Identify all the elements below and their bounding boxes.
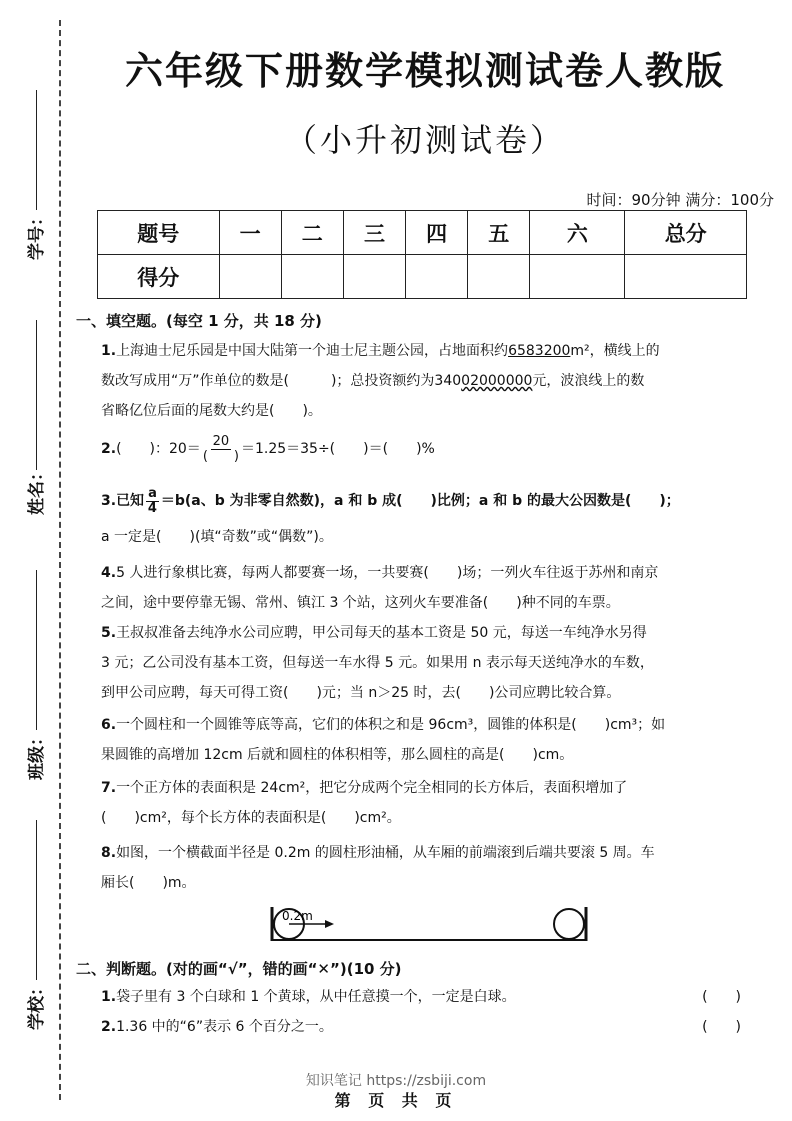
question-number: 6.: [101, 717, 117, 733]
question-8: [101, 838, 741, 898]
score-cell[interactable]: [343, 255, 405, 299]
barrel-end-circle: [554, 909, 584, 939]
question-number: 7.: [101, 780, 117, 796]
section2-title: 二、判断题。(对的画“√”，错的画“✕”)(10 分): [76, 960, 402, 978]
oil-barrel-figure: [268, 905, 590, 943]
score-header-cell: 四: [406, 211, 468, 255]
fraction-numerator: a: [148, 485, 157, 501]
student-name-label: 姓名：: [27, 464, 47, 515]
school-blank[interactable]: [36, 820, 37, 980]
question-text: 数改写成用“万”作单位的数是( )；总投资额约为340: [101, 373, 462, 389]
question-text: 3 元；乙公司没有基本工资，但每送一车水得 5 元。如果用 n 表示每天送纯净水的车数，: [101, 655, 654, 671]
class-blank[interactable]: [36, 570, 37, 730]
question-text: ( )：20＝: [116, 441, 201, 457]
question-text: 上海迪士尼乐园是中国大陆第一个迪士尼主题公园，占地面积约: [116, 343, 509, 359]
question-text: 1.36 中的“6”表示 6 个百分之一。: [116, 1019, 333, 1035]
score-cell[interactable]: [625, 255, 747, 299]
school-field: [8, 820, 48, 1035]
fraction: [146, 487, 159, 516]
judge-item-2: [101, 1013, 741, 1041]
question-5: [101, 618, 741, 708]
section1-title: 一、填空题。(每空 1 分，共 18 分): [76, 312, 322, 330]
question-text: a 一定是( )(填“奇数”或“偶数”)。: [101, 529, 333, 545]
question-text: 果圆锥的高增加 12cm 后就和圆柱的体积相等，那么圆柱的高是( )cm。: [101, 747, 574, 763]
fraction-denominator: 4: [147, 500, 157, 516]
question-7: [101, 773, 741, 833]
score-table: [97, 210, 747, 299]
student-name-blank[interactable]: [36, 320, 37, 470]
class-label: 班级：: [27, 729, 47, 780]
student-id-blank[interactable]: [36, 90, 37, 210]
question-number: 4.: [101, 565, 117, 581]
score-header-cell: 六: [530, 211, 625, 255]
question-text: ( )cm²，每个长方体的表面积是( )cm²。: [101, 810, 401, 826]
score-table-score-row: [98, 255, 747, 299]
student-id-label: 学号：: [27, 209, 47, 260]
question-text: ＝1.25＝35÷( )＝( )%: [240, 441, 435, 457]
score-row-label: 得分: [98, 255, 220, 299]
question-number: 5.: [101, 625, 117, 641]
question-3: [101, 486, 741, 552]
school-label: 学校：: [27, 979, 47, 1030]
fraction: [203, 435, 239, 464]
watermark-link[interactable]: 知识笔记 https://zsbiji.com: [305, 1073, 487, 1089]
question-text: 厢长( )m。: [101, 875, 196, 891]
question-text: 王叔叔准备去纯净水公司应聘，甲公司每天的基本工资是 50 元，每送一车纯净水另得: [116, 625, 647, 641]
fraction-numerator: 20: [212, 433, 230, 449]
binding-dashed-line: [59, 20, 61, 1100]
question-text: 元，波浪线上的数: [532, 373, 645, 389]
question-text: 已知: [116, 493, 145, 509]
question-text: 袋子里有 3 个白球和 1 个黄球，从中任意摸一个，一定是白球。: [116, 989, 516, 1005]
question-number: 2.: [101, 1019, 117, 1035]
exam-subtitle: （小升初测试卷）: [284, 121, 565, 159]
question-6: [101, 710, 741, 770]
question-4: [101, 558, 741, 618]
score-cell[interactable]: [530, 255, 625, 299]
student-name-field: [8, 320, 48, 520]
question-text: ＝b(a、b 为非零自然数)，a 和 b 成( )比例；a 和 b 的最大公因数是( )；: [160, 493, 680, 509]
underlined-number: 6583200: [508, 343, 571, 359]
question-number: 2.: [101, 441, 117, 457]
radius-label: 0.2m: [282, 909, 313, 923]
question-text: 如图，一个横截面半径是 0.2m 的圆柱形油桶，从车厢的前端滚到后端共要滚 5 周。车: [116, 845, 655, 861]
question-2: [101, 434, 741, 464]
score-header-cell: 三: [343, 211, 405, 255]
score-cell[interactable]: [281, 255, 343, 299]
question-text: 之间，途中要停靠无锡、常州、镇江 3 个站，这列火车要准备( )种不同的车票。: [101, 595, 620, 611]
answer-parentheses[interactable]: ( ): [702, 989, 741, 1005]
score-header-cell: 五: [468, 211, 530, 255]
score-cell[interactable]: [468, 255, 530, 299]
question-text: 省略亿位后面的尾数大约是( )。: [101, 403, 322, 419]
question-1: [101, 336, 741, 426]
exam-title: 六年级下册数学模拟测试卷人教版: [124, 49, 725, 93]
question-text: 到甲公司应聘，每天可得工资( )元；当 n＞25 时，去( )公司应聘比较合算。: [101, 685, 621, 701]
question-text: 一个正方体的表面积是 24cm²，把它分成两个完全相同的长方体后，表面积增加了: [116, 780, 628, 796]
page-footer: 第 页 共 页: [334, 1091, 458, 1110]
question-text: 一个圆柱和一个圆锥等底等高，它们的体积之和是 96cm³，圆锥的体积是( )cm³；如: [116, 717, 666, 733]
score-cell[interactable]: [219, 255, 281, 299]
score-cell[interactable]: [406, 255, 468, 299]
radius-arrowhead: [325, 920, 334, 928]
question-number: 1.: [101, 343, 117, 359]
class-field: [8, 570, 48, 780]
score-header-cell: 二: [281, 211, 343, 255]
question-text: 5 人进行象棋比赛，每两人都要赛一场，一共要赛( )场；一列火车往返于苏州和南京: [116, 565, 659, 581]
wavy-underlined-number: 02000000: [461, 373, 533, 389]
answer-parentheses[interactable]: ( ): [702, 1019, 741, 1035]
fraction-denominator[interactable]: ( ): [202, 448, 239, 464]
question-text: m²，横线上的: [570, 343, 660, 359]
score-header-cell: 题号: [98, 211, 220, 255]
score-header-cell: 总分: [625, 211, 747, 255]
judge-item-1: [101, 983, 741, 1011]
student-id-field: [8, 90, 48, 270]
time-score-info: 时间：90分钟 满分：100分: [586, 191, 774, 209]
score-table-header-row: [98, 211, 747, 255]
score-header-cell: 一: [219, 211, 281, 255]
question-number: 3.: [101, 493, 117, 509]
question-number: 1.: [101, 989, 117, 1005]
question-number: 8.: [101, 845, 117, 861]
